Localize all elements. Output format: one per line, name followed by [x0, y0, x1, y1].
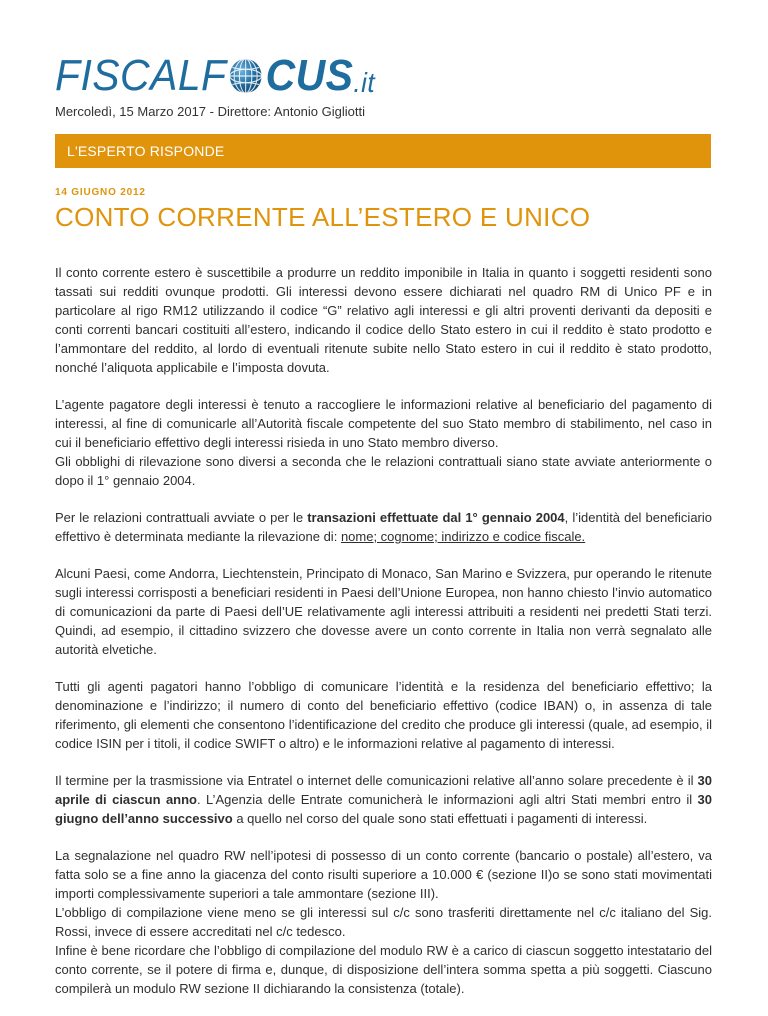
paragraph-6-post: a quello nel corso del quale sono stati effettuati i pagamenti di interessi. — [232, 811, 648, 826]
article-title: CONTO CORRENTE ALL’ESTERO E UNICO — [55, 202, 591, 232]
paragraph-6-pre: Il termine per la trasmissione via Entratel o internet delle comunicazioni relative all’anno solare precedente è il — [55, 773, 698, 788]
paragraph-3 — [55, 508, 712, 546]
section-bar[interactable]: L'ESPERTO RISPONDE — [55, 134, 711, 168]
paragraph-3-underline: nome; cognome; indirizzo e codice fiscale. — [340, 529, 586, 544]
paragraph-7c: Infine è bene ricordare che l’obbligo di compilazione del modulo RW è a carico di ciascun soggetto intestatario del conto corrente, se il potere di firma e, dunque, di disposizione dell’intera somma spetta a più soggetti. Ciascuno compilerà un modulo RW sezione II dichiarando la consistenza (totale). — [55, 943, 712, 996]
paragraph-7 — [55, 846, 712, 998]
paragraph-3-bold: transazioni effettuate dal 1° gennaio 2004 — [307, 510, 565, 525]
dateline: Mercoledì, 15 Marzo 2017 - Direttore: Antonio Gigliotti — [55, 104, 365, 119]
logo-text-cus: CUS — [265, 51, 354, 100]
logo-text-suffix: .it — [353, 67, 376, 98]
paragraph-5: Tutti gli agenti pagatori hanno l’obbligo di comunicare l’identità e la residenza del beneficiario effettivo; la denominazione e l’indirizzo; il numero di conto del beneficiario effettivo (codice IBAN) o, in assenza di tale riferimento, gli elementi che consentono l’identificazione del credito che produce gli interessi (quale, ad esempio, il codice ISIN per i titoli, il codice SWIFT o altro) e le informazioni relative al pagamento di interessi. — [55, 679, 712, 751]
article-body — [55, 263, 712, 1016]
paragraph-1: Il conto corrente estero è suscettibile a produrre un reddito imponibile in Italia in quanto i soggetti residenti sono tassati sui redditi ovunque prodotti. Gli interessi devono essere dichiarati nel quadro RM di Unico PF e in particolare al rigo RM12 utilizzando il codice “G” relativo agli interessi e gli altri proventi derivanti da depositi e conti correnti bancari costituiti all’estero, indicando il codice dello Stato estero in cui il reddito è stato prodotto e l’ammontare del reddito, al lordo di eventuali ritenute subite nello Stato estero in cui il reddito è stato prodotto, nonché l’aliquota applicabile e l’imposta dovuta. — [55, 265, 712, 375]
paragraph-7a: La segnalazione nel quadro RW nell’ipotesi di possesso di un conto corrente (bancario o postale) all’estero, va fatta solo se a fine anno la giacenza del conto risulti superiore a 10.000 € (sezione II)o se sono stati movimentati importi complessivamente superiori a tale ammontare (sezione III). — [55, 848, 712, 901]
paragraph-3-mid: , l’identità del beneficiario effettivo è determinata mediante la rilevazione di: — [55, 510, 712, 544]
paragraph-3-pre: Per le relazioni contrattuali avviate o per le — [55, 510, 308, 525]
globe-icon — [228, 57, 263, 95]
paragraph-7b: L’obbligo di compilazione viene meno se gli interessi sul c/c sono trasferiti direttamente nel c/c italiano del Sig. Rossi, invece di essere accreditati nel c/c tedesco. — [55, 905, 712, 939]
site-logo[interactable] — [55, 46, 399, 98]
paragraph-2a: L’agente pagatore degli interessi è tenuto a raccogliere le informazioni relative al beneficiario del pagamento di interessi, al fine di comunicarle all’Autorità fiscale competente del suo Stato membro di stabilimento, nel caso in cui il beneficiario effettivo degli interessi risieda in uno Stato membro diverso. — [55, 397, 712, 450]
paragraph-6-mid: . L’Agenzia delle Entrate comunicherà le informazioni agli altri Stati membri entro il — [197, 792, 698, 807]
logo-text-fiscalf: FISCALF — [55, 51, 227, 100]
paragraph-6 — [55, 771, 712, 828]
paragraph-2 — [55, 395, 712, 490]
paragraph-2b: Gli obblighi di rilevazione sono diversi a seconda che le relazioni contrattuali siano state avviate anteriormente o dopo il 1° gennaio 2004. — [55, 454, 712, 488]
article-date: 14 GIUGNO 2012 — [55, 187, 146, 198]
paragraph-4: Alcuni Paesi, come Andorra, Liechtenstein, Principato di Monaco, San Marino e Svizzera, pur operando le ritenute sugli interessi corrisposti a beneficiari residenti in Paesi dell’Unione Europea, non hanno chiesto l’invio automatico di comunicazioni da parte di Paesi dell’UE relativamente agli interessi attribuiti a residenti nei predetti Stati terzi. Quindi, ad esempio, il cittadino svizzero che dovesse avere un conto corrente in Italia non verrà segnalato alle autorità elvetiche. — [55, 566, 712, 657]
paragraph-6-bold-2: 30 giugno dell’anno successivo — [55, 792, 712, 826]
paragraph-6-bold-1: 30 aprile di ciascun anno — [55, 773, 712, 807]
